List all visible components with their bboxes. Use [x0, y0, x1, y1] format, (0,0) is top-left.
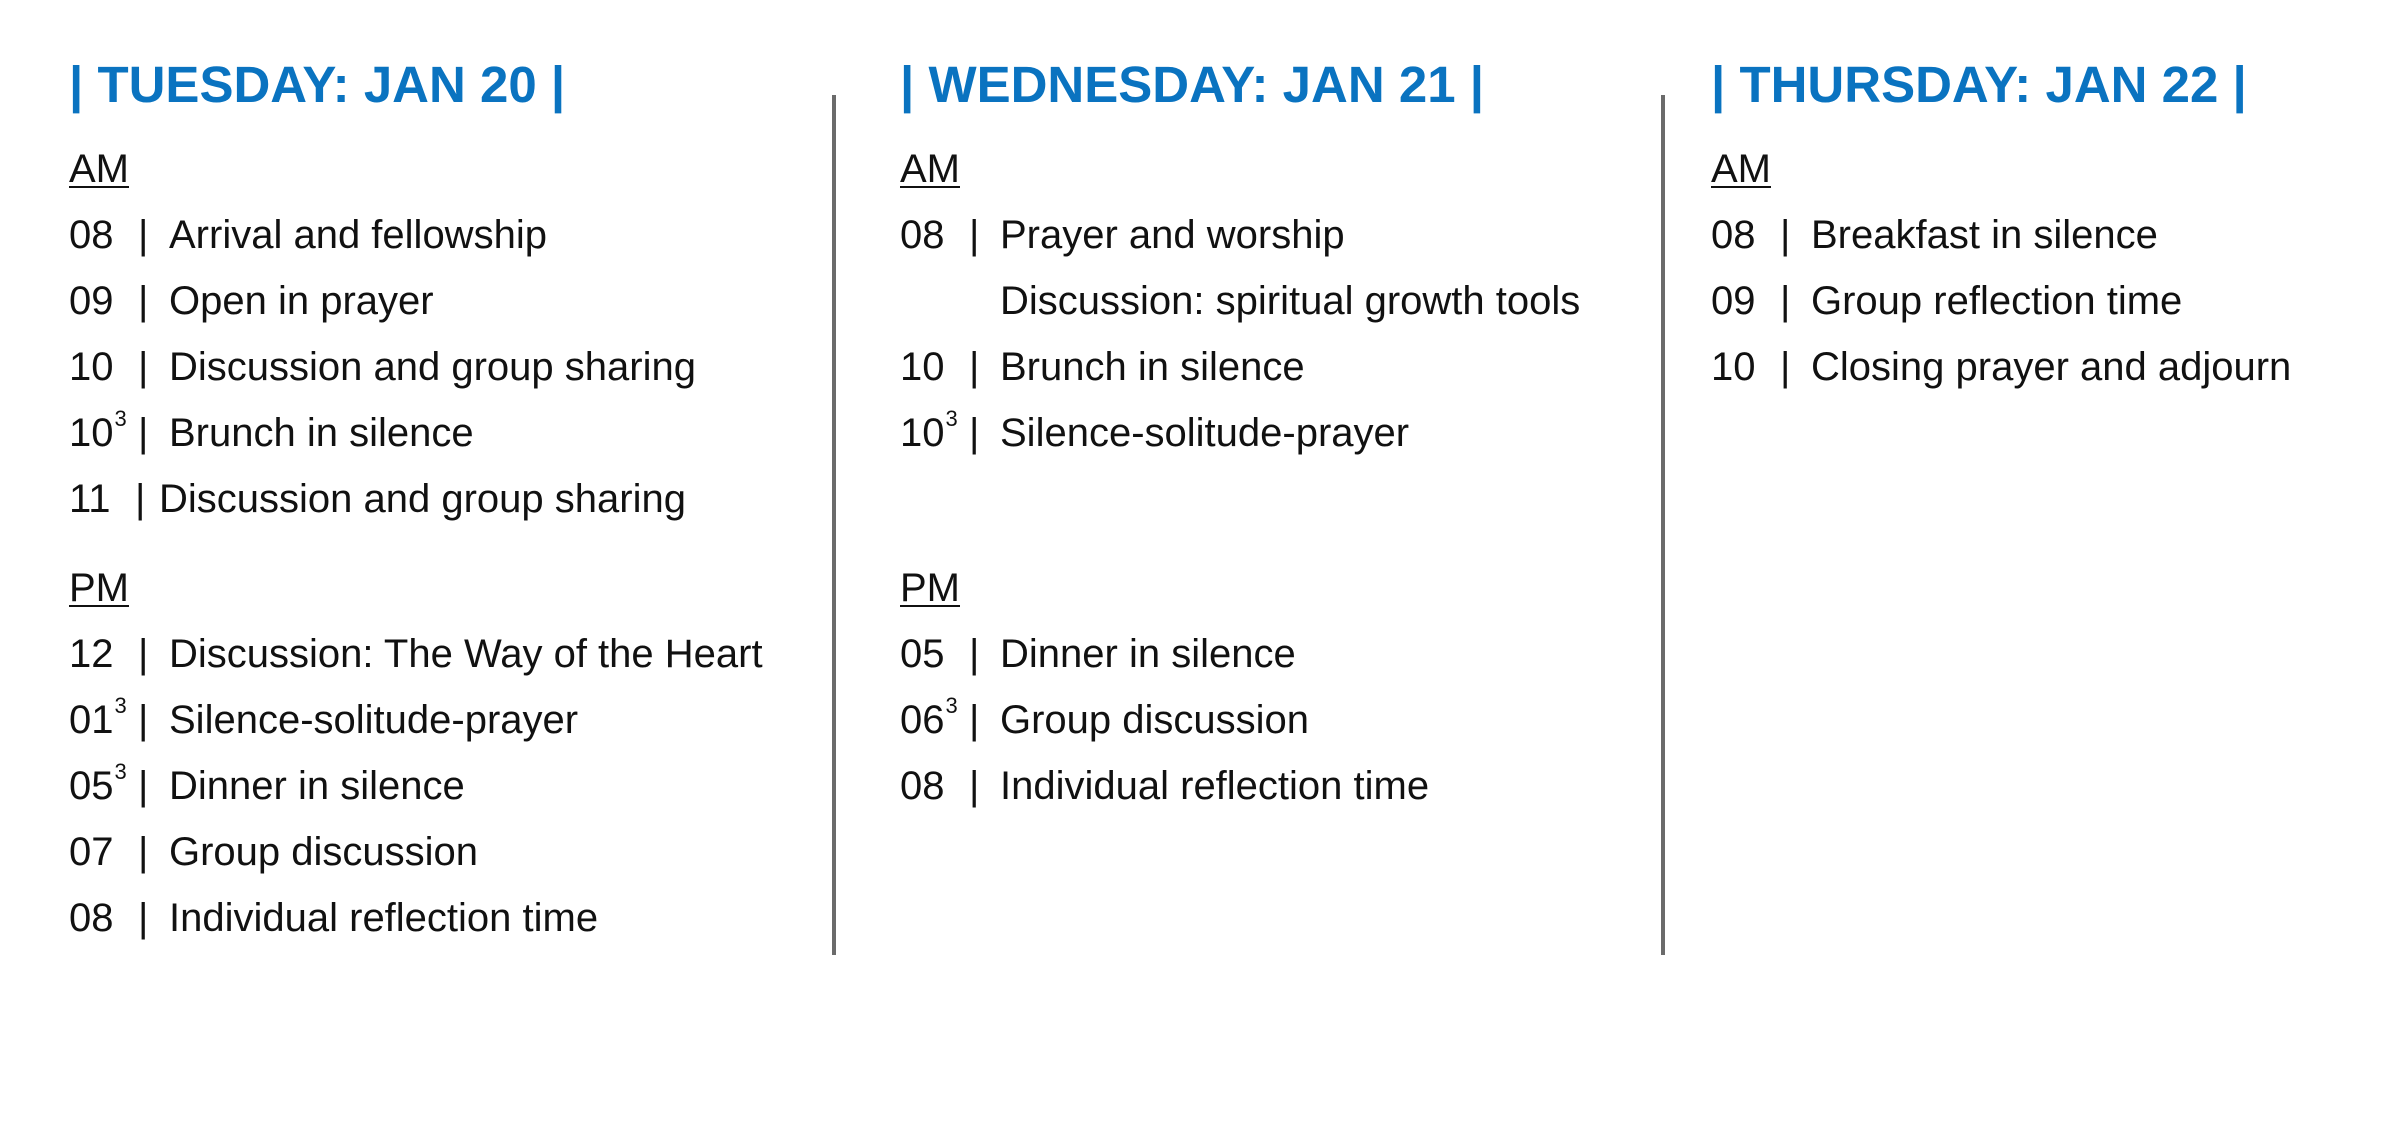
event: Arrival and fellowship	[169, 213, 547, 257]
time	[900, 276, 901, 326]
event: Discussion and group sharing	[169, 345, 696, 389]
pm-label: PM	[900, 566, 960, 610]
column-divider	[1661, 95, 1665, 955]
time: 12	[69, 632, 114, 676]
separator: |	[138, 411, 149, 455]
separator: |	[138, 279, 149, 323]
separator: |	[969, 411, 980, 455]
event: Breakfast in silence	[1811, 213, 2158, 257]
separator: |	[1780, 279, 1791, 323]
event: Closing prayer and adjourn	[1811, 345, 2292, 389]
time: 10	[69, 345, 114, 389]
event: Group discussion	[1000, 698, 1310, 742]
am-label: AM	[1711, 147, 1771, 191]
event: Discussion and group sharing	[159, 477, 686, 521]
time: 09	[1711, 279, 1756, 323]
time: 10	[1711, 345, 1756, 389]
event: Individual reflection time	[169, 896, 599, 940]
event: Dinner in silence	[1000, 632, 1296, 676]
separator: |	[1780, 345, 1791, 389]
day-title: | TUESDAY: JAN 20 |	[69, 56, 566, 113]
event: Individual reflection time	[1000, 764, 1430, 808]
event: Discussion: The Way of the Heart	[169, 632, 763, 676]
time: $10^3$	[900, 405, 958, 455]
separator: |	[138, 345, 149, 389]
separator: |	[1780, 213, 1791, 257]
column-divider	[832, 95, 836, 955]
separator: |	[138, 698, 149, 742]
time: 09	[69, 279, 114, 323]
separator: |	[969, 213, 980, 257]
event: Brunch in silence	[169, 411, 474, 455]
separator: |	[138, 213, 149, 257]
time: $05^3$	[69, 758, 127, 808]
time: 08	[1711, 213, 1756, 257]
time: 08	[900, 764, 945, 808]
event: Group reflection time	[1811, 279, 2183, 323]
day-title: | WEDNESDAY: JAN 21 |	[900, 56, 1485, 113]
time: 08	[900, 213, 945, 257]
separator: |	[969, 345, 980, 389]
separator: |	[138, 896, 149, 940]
time: 11	[69, 477, 111, 521]
time: 10	[900, 345, 945, 389]
pm-label: PM	[69, 566, 129, 610]
time: 05	[900, 632, 945, 676]
event: Group discussion	[169, 830, 479, 874]
separator: |	[969, 764, 980, 808]
am-label: AM	[69, 147, 129, 191]
event: Silence-solitude-prayer	[169, 698, 579, 742]
separator: |	[138, 632, 149, 676]
time: 08	[69, 213, 114, 257]
separator: |	[969, 632, 980, 676]
time: $06^3$	[900, 692, 958, 742]
separator: |	[138, 830, 149, 874]
separator: |	[969, 698, 980, 742]
event: Silence-solitude-prayer	[1000, 411, 1410, 455]
separator: |	[138, 764, 149, 808]
time: $01^3$	[69, 692, 127, 742]
event: Open in prayer	[169, 279, 434, 323]
separator: |	[135, 477, 146, 521]
event: Discussion: spiritual growth tools	[1000, 279, 1581, 323]
time: 08	[69, 896, 114, 940]
event: Dinner in silence	[169, 764, 465, 808]
am-label: AM	[900, 147, 960, 191]
day-title: | THURSDAY: JAN 22 |	[1711, 56, 2247, 113]
time: 07	[69, 830, 114, 874]
time: $10^3$	[69, 405, 127, 455]
event: Brunch in silence	[1000, 345, 1305, 389]
event: Prayer and worship	[1000, 213, 1345, 257]
